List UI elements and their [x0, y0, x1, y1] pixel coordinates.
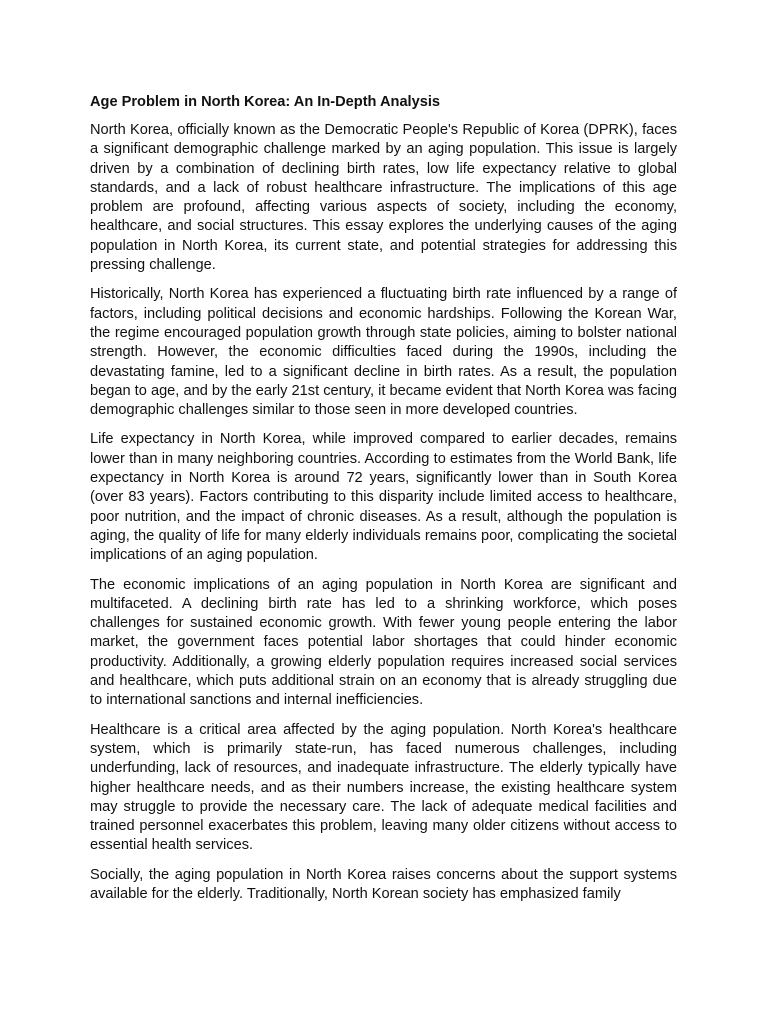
document-body: [90, 92, 677, 930]
paragraph-healthcare: Healthcare is a critical area affected by the aging population. North Korea's healthcare system, which is primarily state-run, has faced numerous challenges, including underfunding, lack of resources, and inadequate infrastructure. The elderly typically have higher healthcare needs, and as their numbers increase, the existing healthcare system may struggle to provide the necessary care. The lack of adequate medical facilities and trained personnel exacerbates this problem, leaving many older citizens without access to essential health services.: [90, 721, 677, 854]
paragraph-history: Historically, North Korea has experienced a fluctuating birth rate influenced by a range of factors, including political decisions and economic hardships. Following the Korean War, the regime encouraged population growth through state policies, aiming to bolster national strength. However, the economic difficulties faced during the 1990s, including the devastating famine, led to a significant decline in birth rates. As a result, the population began to age, and by the early 21st century, it became evident that North Korea was facing demographic challenges similar to those seen in more developed countries.: [90, 286, 677, 419]
paragraph-economic: The economic implications of an aging population in North Korea are significant and multifaceted. A declining birth rate has led to a shrinking workforce, which poses challenges for sustained economic growth. With fewer young people entering the labor market, the government faces potential labor shortages that could hinder economic productivity. Additionally, a growing elderly population requires increased social services and healthcare, which puts additional strain on an economy that is already struggling due to international sanctions and internal inefficiencies.: [90, 576, 677, 709]
paragraph-intro: North Korea, officially known as the Democratic People's Republic of Korea (DPRK), faces a significant demographic challenge marked by an aging population. This issue is largely driven by a combination of declining birth rates, low life expectancy relative to global standards, and a lack of robust healthcare infrastructure. The implications of this age problem are profound, affecting various aspects of society, including the economy, healthcare, and social structures. This essay explores the underlying causes of the aging population in North Korea, its current state, and potential strategies for addressing this pressing challenge.: [90, 122, 677, 274]
document-title: Age Problem in North Korea: An In-Depth Analysis: [90, 94, 441, 110]
paragraph-social: Socially, the aging population in North Korea raises concerns about the support systems available for the elderly. Traditionally, North Korean society has emphasized family: [90, 866, 677, 902]
paragraph-life-expectancy: Life expectancy in North Korea, while improved compared to earlier decades, remains lower than in many neighboring countries. According to estimates from the World Bank, life expectancy in North Korea is around 72 years, significantly lower than in South Korea (over 83 years). Factors contributing to this disparity include limited access to healthcare, poor nutrition, and the impact of chronic diseases. As a result, although the population is aging, the quality of life for many elderly individuals remains poor, complicating the societal implications of an aging population.: [90, 431, 677, 564]
